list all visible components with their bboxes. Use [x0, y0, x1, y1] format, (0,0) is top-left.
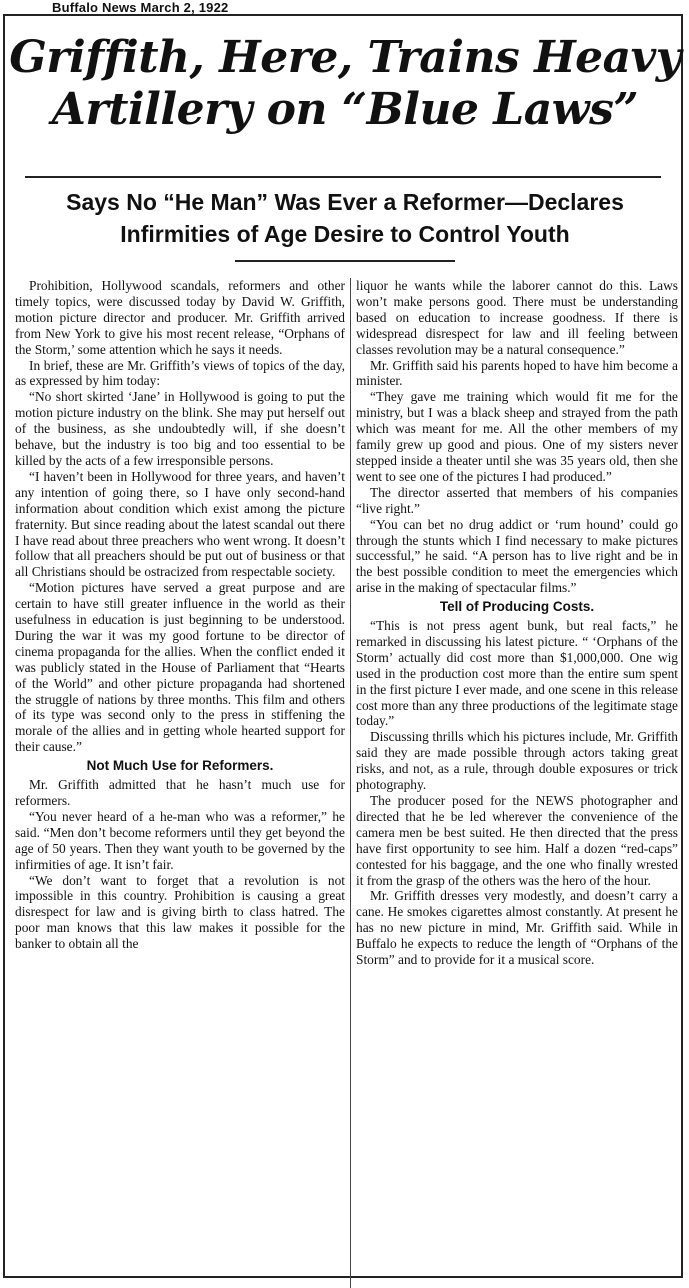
article-frame — [3, 14, 683, 1278]
paragraph: The producer posed for the NEWS photographer and directed that he be led wherever the convenience of the camera men be best suited. He then directed that the press have first opportunity to see him. Half a dozen “red-caps” contested for his baggage, and the one who finally wrested it from the grasp of the others was the hero of the hour. — [356, 793, 678, 888]
paragraph: “You can bet no drug addict or ‘rum hound’ could go through the stunts which I find necessary to make pictures successful,” he said. “A person has to live right and be in the best possible condition to meet the emergencies which arise in the making of spectacular films.” — [356, 516, 678, 596]
deck-line-2: Infirmities of Age Desire to Control Youth — [120, 221, 570, 247]
subhead-costs: Tell of Producing Costs. — [439, 599, 595, 615]
headline — [5, 32, 685, 136]
paragraph: Mr. Griffith said his parents hoped to have him become a minister. — [356, 357, 678, 389]
headline-rule — [25, 176, 661, 178]
paragraph: Mr. Griffith admitted that he hasn’t much use for reformers. — [15, 777, 345, 808]
paragraph: “We don’t want to forget that a revolution is not impossible in this country. Prohibition is causing a great disrespect for law and is giving birth to class hatred. The poor man knows that this law makes it possible for the banker to obtain all the — [15, 872, 345, 952]
source-caption: Buffalo News March 2, 1922 — [52, 0, 229, 15]
left-column — [15, 278, 345, 952]
paragraph: “You never heard of a he-man who was a reformer,” he said. “Men don’t become reformers until they get beyond the age of 50 years. Then they want youth to be governed by the infirmities of age. It isn’t fair. — [15, 808, 345, 872]
subhead-reformers: Not Much Use for Reformers. — [86, 758, 274, 774]
paragraph: Discussing thrills which his pictures include, Mr. Griffith said they are made possible through actors taking great risks, and not, as a rule, through double exposures or trick photography. — [356, 729, 678, 793]
paragraph: “I haven’t been in Hollywood for three years, and haven’t any intention of going there, so I have only second-hand information about condition which exist among the picture fraternity. But since reading about the latest scandal out there I have read about three preachers who went wrong. It doesn’t follow that all preachers should be put out of business or that all Christians should be ostracized from respectable society. — [15, 468, 345, 580]
paragraph: Mr. Griffith dresses very modestly, and doesn’t carry a cane. He smokes cigarettes almost constantly. At present he has no new picture in mind, Mr. Griffith said. While in Buffalo he expects to reduce the length of “Orphans of the Storm” and to provide for it a musical score. — [356, 888, 678, 968]
paragraph: “Motion pictures have served a great purpose and are certain to have still greater influence in the world as their usefulness in education is just beginning to be understood. During the war it was my good fortune to be director of cinema propaganda for the allies. When the conflict ended it was publicly stated in the House of Parliament that “Hearts of the World” and other picture propaganda had shortened the struggle of nations by three months. This film and others of its type was second only to the press in stiffening the morale of the allies and in getting whole hearted support for their cause.” — [15, 580, 345, 755]
paragraph: “They gave me training which would fit me for the ministry, but I was a black sheep and strayed from the path which was meant for me. All the other members of my family grew up good and pious. One of my sisters never stepped inside a theater until she was 35 years old, then she went to see one of the pictures I had produced.” — [356, 389, 678, 484]
deck-line-1: Says No “He Man” Was Ever a Reformer—Declares — [66, 189, 624, 215]
paragraph: Prohibition, Hollywood scandals, reformers and other timely topics, were discussed today by David W. Griffith, motion picture director and producer. Mr. Griffith arrived from New York to give his most recent release, “Orphans of the Storm,’ some attention which he says it needs. — [15, 278, 345, 357]
right-column — [356, 278, 678, 968]
column-divider — [350, 278, 351, 1288]
deck — [5, 186, 685, 250]
paragraph: “No short skirted ‘Jane’ in Hollywood is going to put the motion picture industry on the blink. She may put herself out of the business, as she undoubtedly will, if she doesn’t behave, but the industry is too big and too essential to be killed by the acts of a few irresponsible persons. — [15, 389, 345, 468]
paragraph: In brief, these are Mr. Griffith’s views of topics of the day, as expressed by him today: — [15, 357, 345, 389]
paragraph: The director asserted that members of his companies “live right.” — [356, 484, 678, 516]
paragraph: “This is not press agent bunk, but real facts,” he remarked in discussing his latest picture. “ ‘Orphans of the Storm’ actually did cost more than $1,000,000. One wig used in the production cost more than the entire sum spent in the first picture I ever made, and one scene in this release cost more than any three productions of the legitimate stage today.” — [356, 618, 678, 729]
deck-rule — [235, 260, 455, 262]
paragraph: liquor he wants while the laborer cannot do this. Laws won’t make persons good. There must be understanding based on education to increase goodness. If there is widespread disrespect for law and ill feeling between classes revolution may be a natural consequence.” — [356, 278, 678, 357]
headline-line-2: Artillery on “Blue Laws” — [51, 84, 639, 135]
headline-line-1: Griffith, Here, Trains Heavy — [9, 32, 681, 83]
